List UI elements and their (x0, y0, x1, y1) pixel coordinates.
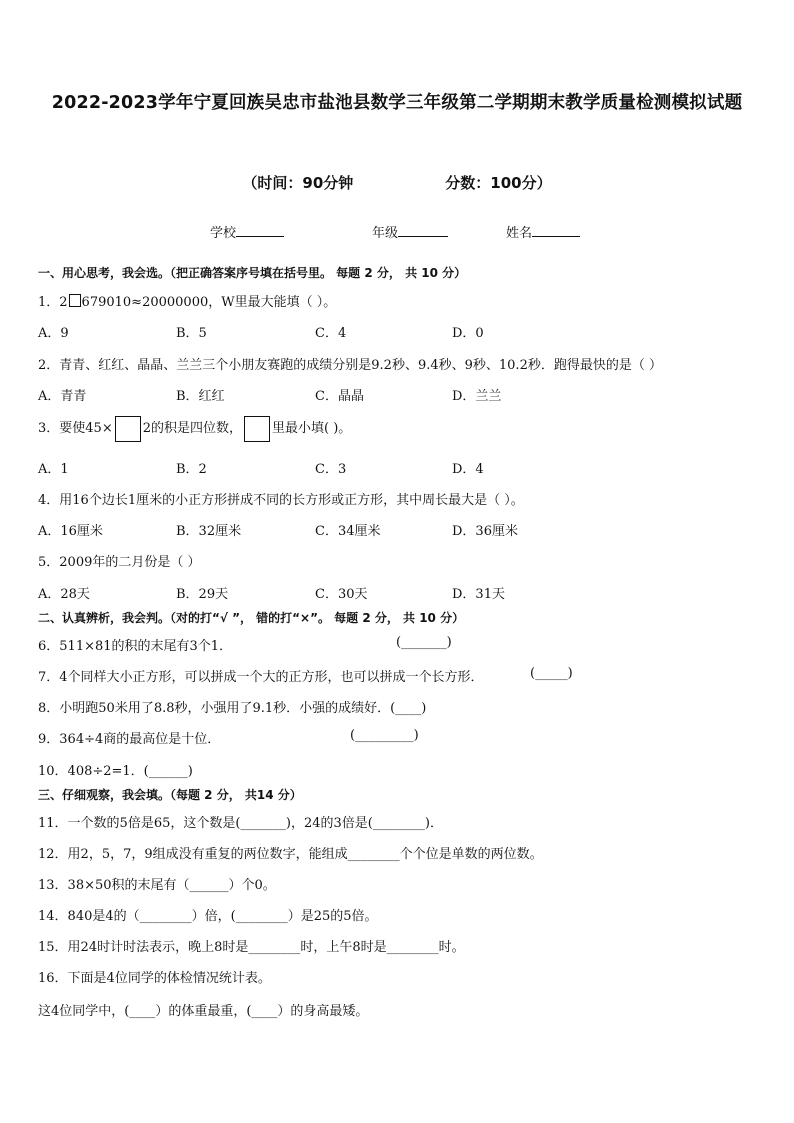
question-2: 2．青青、红红、晶晶、兰兰三个小朋友赛跑的成绩分别是9.2秒、9.4秒、9秒、10.2秒．跑得最快的是（ ） (38, 358, 662, 373)
answer-blank[interactable]: (_________) (350, 728, 419, 743)
question-13: 13．38×50积的末尾有（______）个0。 (38, 878, 276, 893)
question-12: 12．用2，5，7，9组成没有重复的两位数字，能组成________个个位是单数的两位数。 (38, 847, 543, 862)
section-3-heading: 三、仔细观察，我会填。（每题 2 分， 共14 分） (38, 788, 302, 802)
question-7: 7．4个同样大小正方形，可以拼成一个大的正方形，也可以拼成一个长方形． (_____) (38, 666, 573, 685)
option-d[interactable]: D．4 (452, 462, 484, 477)
option-a[interactable]: A．16厘米 (38, 524, 103, 539)
question-6: 6．511×81的积的末尾有3个1． (_______) (38, 635, 452, 654)
option-b[interactable]: B．2 (176, 462, 207, 477)
question-11: 11．一个数的5倍是65，这个数是(_______)，24的3倍是(________)． (38, 816, 443, 831)
question-4: 4．用16个边长1厘米的小正方形拼成不同的长方形或正方形，其中周长最大是（ ）。 (38, 493, 524, 508)
name-blank[interactable] (532, 223, 580, 237)
option-c[interactable]: C．4 (315, 326, 347, 341)
section-1-heading: 一、用心思考，我会选。（把正确答案序号填在括号里。 每题 2 分， 共 10 分） (38, 266, 467, 280)
question-16-prompt: 这4位同学中，(____）的体重最重，(____）的身高最矮。 (38, 1004, 369, 1019)
school-field: 学校 (210, 222, 284, 241)
option-b[interactable]: B．红红 (176, 389, 225, 404)
option-a[interactable]: A．28天 (38, 587, 90, 602)
question-15: 15．用24时计时法表示，晚上8时是________时，上午8时是________时。 (38, 940, 465, 955)
question-8: 8．小明跑50米用了8.8秒，小强用了9.1秒．小强的成绩好．(____) (38, 701, 427, 716)
question-1: 1．2 679010≈20000000，W里最大能填（ ）。 (38, 295, 337, 310)
option-b[interactable]: B．29天 (176, 587, 229, 602)
section-2-heading: 二、认真辨析，我会判。（对的打“√ ”， 错的打“×”。 每题 2 分， 共 10 分） (38, 611, 465, 625)
question-10: 10．408÷2=1．(______) (38, 764, 193, 779)
option-d[interactable]: D．0 (452, 326, 484, 341)
question-5: 5．2009年的二月份是（ ） (38, 555, 201, 570)
option-a[interactable]: A．9 (38, 326, 69, 341)
option-a[interactable]: A．青青 (38, 389, 87, 404)
answer-box (244, 416, 270, 442)
digit-box (69, 294, 81, 307)
grade-blank[interactable] (398, 223, 448, 237)
question-9: 9．364÷4商的最高位是十位． (_________) (38, 728, 419, 747)
exam-meta (0, 172, 794, 193)
question-16: 16．下面是4位同学的体检情况统计表。 (38, 971, 271, 986)
option-c[interactable]: C．30天 (315, 587, 368, 602)
school-blank[interactable] (236, 223, 284, 237)
option-b[interactable]: B．5 (176, 326, 207, 341)
name-field: 姓名 (506, 222, 580, 241)
option-d[interactable]: D．兰兰 (452, 389, 502, 404)
option-d[interactable]: D．36厘米 (452, 524, 518, 539)
grade-field: 年级 (372, 222, 448, 241)
total-score: 分数：100分） (445, 174, 552, 192)
question-14: 14．840是4的（________）倍，(________）是25的5倍。 (38, 909, 378, 924)
option-d[interactable]: D．31天 (452, 587, 505, 602)
option-b[interactable]: B．32厘米 (176, 524, 242, 539)
answer-box (115, 416, 141, 442)
question-3: 3．要使45× 2的积是四位数， 里最小填( )。 (38, 415, 764, 443)
page-title: 2022-2023学年宁夏回族吴忠市盐池县数学三年级第二学期期末教学质量检测模拟试题 (51, 93, 743, 113)
option-a[interactable]: A．1 (38, 462, 69, 477)
time-limit: （时间：90分钟 (242, 174, 354, 192)
answer-blank[interactable]: (_____) (530, 666, 573, 681)
option-c[interactable]: C．晶晶 (315, 389, 364, 404)
option-c[interactable]: C．34厘米 (315, 524, 381, 539)
answer-blank[interactable]: (_______) (396, 635, 452, 650)
option-c[interactable]: C．3 (315, 462, 347, 477)
